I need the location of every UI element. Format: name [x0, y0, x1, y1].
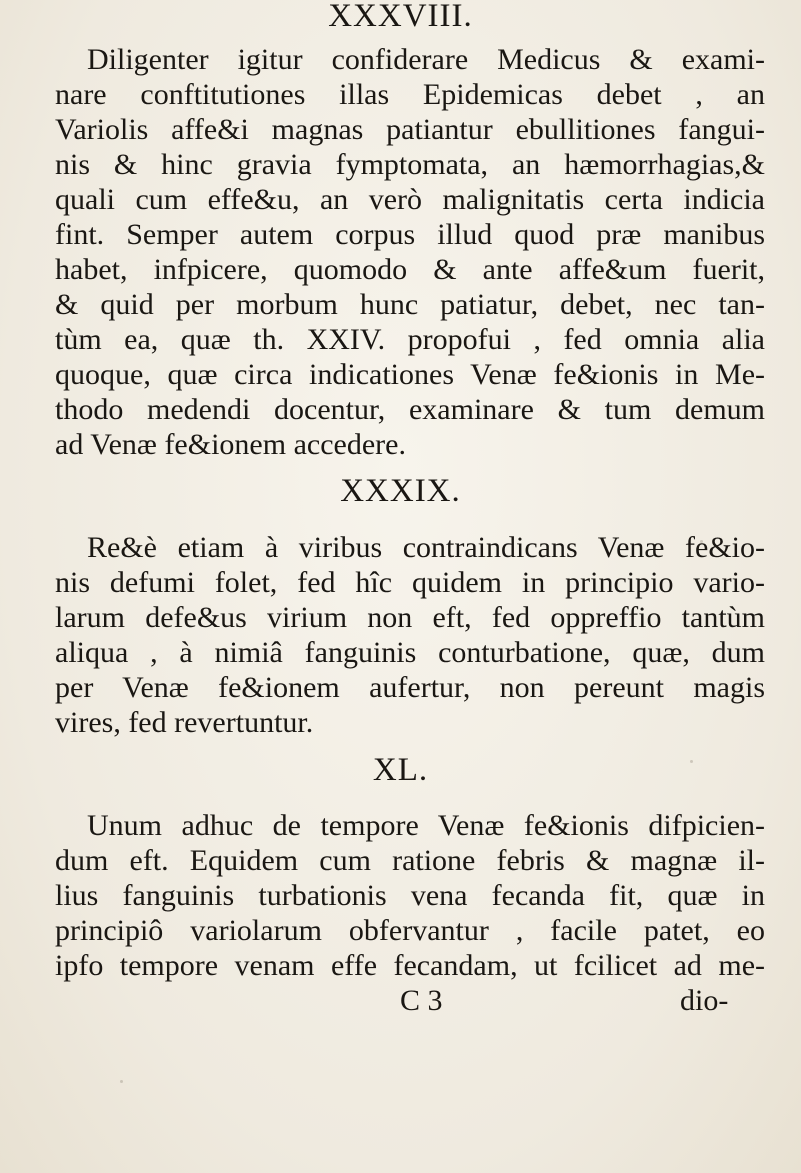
paper-speck — [700, 540, 703, 543]
text-line: per Venæ fe&ionem aufertur, non pereunt magis — [55, 671, 765, 704]
section-heading-xxxviii: XXXVIII. — [328, 0, 473, 34]
text-line: larum defe&us virium non eft, fed oppreffio tantùm — [55, 601, 765, 634]
text-line: Variolis affe&i magnas patiantur ebullitiones fangui- — [55, 113, 765, 146]
text-line: nis defumi folet, fed hîc quidem in principio vario- — [55, 566, 765, 599]
text-line: principiô variolarum obfervantur , facile patet, eo — [55, 914, 765, 947]
text-line: lius fanguinis turbationis vena fecanda fit, quæ in — [55, 879, 765, 912]
text-line: ad Venæ fe&ionem accedere. — [55, 428, 406, 461]
paper-speck — [690, 760, 693, 763]
text-line: quali cum effe&u, an verò malignitatis certa indicia — [55, 183, 765, 216]
text-line: Re&è etiam à viribus contraindicans Venæ fe&io- — [87, 531, 765, 564]
paper-speck — [120, 1080, 123, 1083]
text-line: vires, fed revertuntur. — [55, 706, 314, 739]
text-line: quoque, quæ circa indicationes Venæ fe&ionis in Me- — [55, 358, 765, 391]
text-line: nis & hinc gravia fymptomata, an hæmorrhagias,& — [55, 148, 765, 181]
text-line: tùm ea, quæ th. XXIV. propofui , fed omnia alia — [55, 323, 765, 356]
section-heading-xl: XL. — [372, 752, 429, 788]
text-line: aliqua , à nimiâ fanguinis conturbatione, quæ, dum — [55, 636, 765, 669]
text-line: Unum adhuc de tempore Venæ fe&ionis difpicien- — [87, 809, 765, 842]
catchword: dio- — [680, 984, 729, 1017]
text-line: dum eft. Equidem cum ratione febris & magnæ il- — [55, 844, 765, 877]
text-line: Diligenter igitur confiderare Medicus & exami- — [87, 43, 765, 76]
text-line: thodo medendi docentur, examinare & tum demum — [55, 393, 765, 426]
section-heading-xxxix: XXXIX. — [340, 473, 461, 509]
signature-mark: C 3 — [400, 984, 443, 1017]
text-line: habet, infpicere, quomodo & ante affe&um fuerit, — [55, 253, 765, 286]
text-line: ipfo tempore venam effe fecandam, ut fcilicet ad me- — [55, 949, 765, 982]
text-line: fint. Semper autem corpus illud quod præ manibus — [55, 218, 765, 251]
text-line: & quid per morbum hunc patiatur, debet, nec tan- — [55, 288, 765, 321]
text-line: nare conftitutiones illas Epidemicas debet , an — [55, 78, 765, 111]
